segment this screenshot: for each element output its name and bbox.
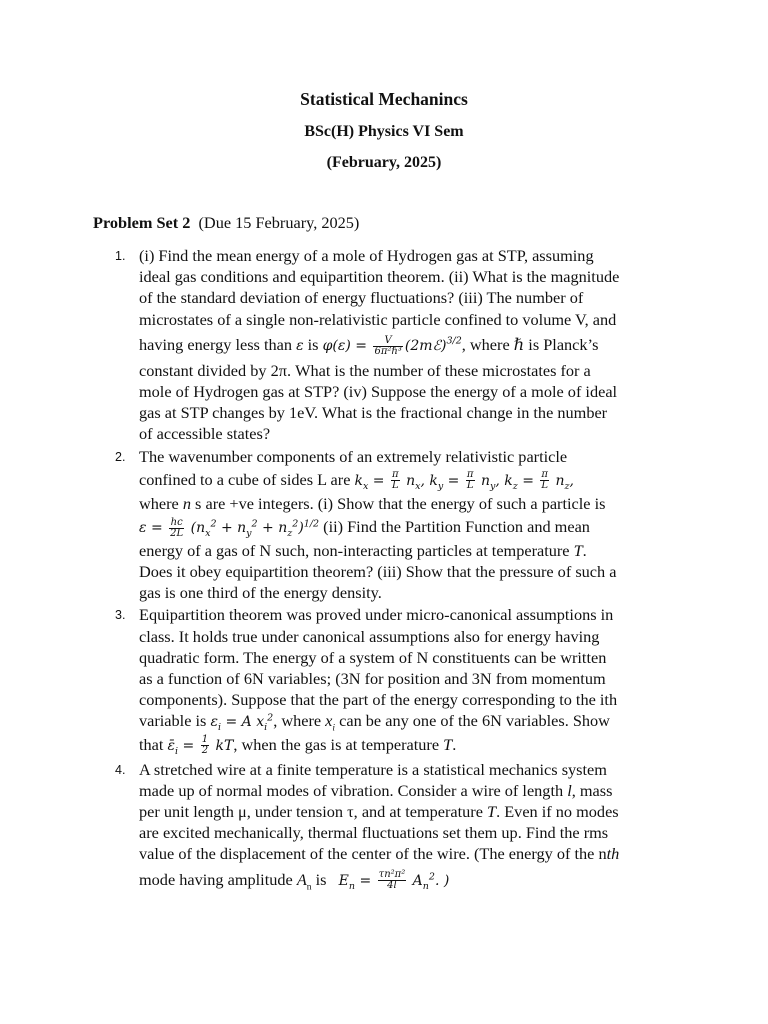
- problem-line: of the standard deviation of energy fluctuations? (iii) The number of: [139, 288, 584, 308]
- problem-line: gas is one third of the energy density.: [139, 583, 382, 603]
- problem-line: The wavenumber components of an extremely relativistic particle: [139, 446, 568, 466]
- wavenumber-line: confined to a cube of sides L are $k_x$ = $\frac{\pi}{L}$ $n_x$, $k_y$ = $\frac{\pi}{L}$ $n_y$, $k_z$ = $\frac{\pi}{L}$ $n_z$,: [139, 469, 574, 492]
- problem-line: class. It holds true under canonical assumptions also for energy having: [139, 626, 600, 646]
- problem-line: quadratic form. The energy of a system of N constituents can be written: [139, 647, 607, 667]
- problem-line: of accessible states?: [139, 424, 271, 444]
- problem-number: 2.: [115, 449, 126, 464]
- problem-line: (i) Find the mean energy of a mole of Hydrogen gas at STP, assuming: [139, 246, 594, 265]
- problem-line: energy of a gas of N such, non-interacting particles at temperature T.: [139, 540, 587, 560]
- energy-formula-line: ε = $\frac{hc}{2L}$ $(n_x^2 + n_y^2 + n_z^2)^{1/2}$ (ii) Find the Partition Function and mean: [139, 516, 590, 539]
- course-name: BSc(H) Physics VI Sem: [304, 123, 464, 140]
- problem-line: A stretched wire at a finite temperature is a statistical mechanics system: [139, 759, 607, 779]
- problem-line: Does it obey equipartition theorem? (iii) Show that the pressure of such a: [139, 562, 617, 582]
- phi-formula: φ(ε) =: [322, 337, 372, 354]
- problem-set-heading: [93, 212, 359, 233]
- problem-line: value of the displacement of the center of the wire. (The energy of the nth: [139, 844, 620, 864]
- problem-1: [115, 245, 679, 445]
- problem-number: 4.: [115, 762, 126, 777]
- problem-4: [115, 759, 679, 895]
- problem-number: 3.: [115, 608, 126, 623]
- problem-set-due: (Due 15 February, 2025): [198, 213, 360, 232]
- problem-line: Equipartition theorem was proved under micro-canonical assumptions in: [139, 605, 614, 625]
- problem-line: constant divided by 2π. What is the number of these microstates for a: [139, 360, 591, 380]
- problem-line: variable is $\varepsilon_i = A$ $x_i^2$, where $x_i$ can be any one of the 6N variables. Show: [139, 711, 610, 734]
- problem-line: ideal gas conditions and equipartition theorem. (ii) What is the magnitude: [139, 267, 620, 287]
- problem-line: made up of normal modes of vibration. Consider a wire of length l, mass: [139, 780, 613, 800]
- problem-line: as a function of 6N variables; (3N for position and 3N from momentum: [139, 669, 606, 688]
- problem-line: components). Suppose that the part of the energy corresponding to the ith: [139, 690, 618, 710]
- problem-number: 1.: [115, 249, 126, 263]
- document-date: (February, 2025): [326, 154, 442, 171]
- equipartition-line: that $\varepsilon̄_i$ = $\frac{1}{2}$ kT, when the gas is at temperature T.: [139, 734, 457, 757]
- problem-2: [115, 446, 679, 604]
- problem-list: [115, 245, 679, 896]
- problem-3: [115, 604, 679, 757]
- problem-line: per unit length μ, under tension τ, and at temperature T. Even if no modes: [139, 801, 619, 821]
- problem-line: gas at STP changes by 1eV. What is the fractional change in the number: [139, 403, 608, 423]
- document-title: Statistical Mechanincs: [300, 89, 468, 109]
- problem-line: mole of Hydrogen gas at STP? (iv) Suppose the energy of a mole of ideal: [139, 381, 618, 401]
- problem-line: are excited mechanically, thermal fluctuations set them up. Find the rms: [139, 823, 609, 843]
- volume-fraction: $\frac{V}{\text{6π²ℏ³}}$: [374, 334, 402, 357]
- problem-set-label: Problem Set 2: [93, 213, 191, 232]
- formula-line: having energy less than ε is φ(ε) = $\frac{V}{\text{6π²ℏ³}}$ (2mℰ)$^{3/2}$, where ℏ is Planck’s: [139, 334, 599, 357]
- mode-energy-line: mode having amplitude $A_n$ is $E_n$ = $\frac{\text{τn²π²}}{4l}$ $A_n^2$. ): [139, 869, 450, 892]
- problem-line: microstates of a single non-relativistic particle confined to volume V, and: [139, 309, 617, 329]
- problem-line: where n s are +ve integers. (i) Show that the energy of such a particle is: [139, 493, 606, 513]
